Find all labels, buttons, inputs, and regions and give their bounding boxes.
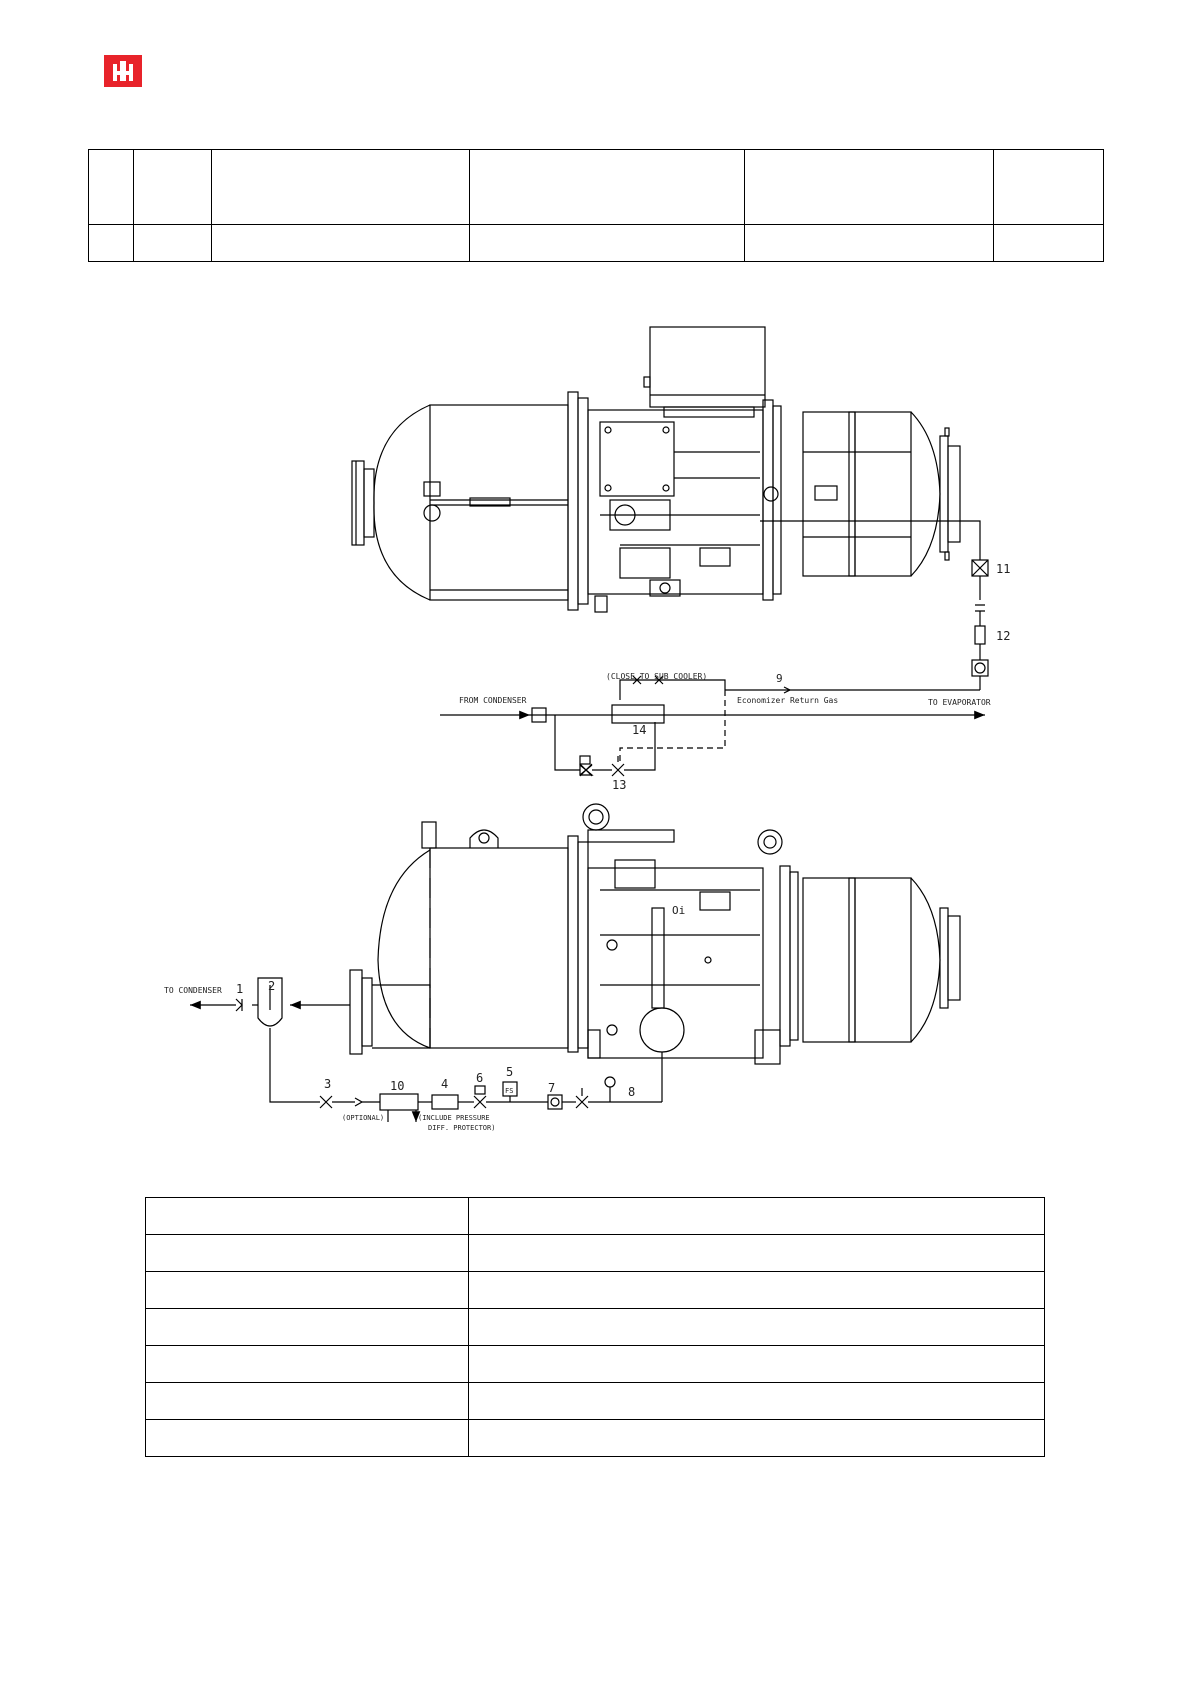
- diff-protector-label: DIFF. PROTECTOR): [428, 1124, 496, 1132]
- table-row: [146, 1420, 1045, 1457]
- table-row: [146, 1272, 1045, 1309]
- legend-cell: [146, 1346, 469, 1383]
- legend-cell: [468, 1346, 1044, 1383]
- top-labels: [459, 562, 1010, 792]
- item-5-label: 5: [506, 1065, 514, 1079]
- table-row: [146, 1383, 1045, 1420]
- table-row: [146, 1309, 1045, 1346]
- bottom-labels: [164, 904, 685, 1132]
- legend-cell: [146, 1272, 469, 1309]
- item-12-label: 12: [996, 629, 1011, 643]
- item-4-label: 4: [441, 1077, 449, 1091]
- close-to-sub-cooler-label: (CLOSE TO SUB COOLER): [606, 672, 708, 681]
- item-9-label: 9: [776, 672, 783, 685]
- item-1-label: 1: [236, 982, 244, 996]
- legend-cell: [146, 1309, 469, 1346]
- legend-cell: [468, 1309, 1044, 1346]
- bottom-piping: [190, 978, 662, 1122]
- legend-table: [145, 1197, 1045, 1457]
- legend-cell: [146, 1383, 469, 1420]
- top-piping: [440, 521, 988, 776]
- to-condenser-label: TO CONDENSER: [164, 986, 222, 995]
- item-8-label: 8: [628, 1085, 636, 1099]
- optional-label: (OPTIONAL): [342, 1114, 385, 1122]
- oil-mark-label: Oi: [672, 904, 686, 917]
- compressor-side-view: [350, 804, 960, 1064]
- legend-cell: [468, 1383, 1044, 1420]
- item-2-label: 2: [268, 979, 276, 993]
- legend-cell: [468, 1198, 1044, 1235]
- flow-switch-label: FS: [505, 1087, 514, 1095]
- economizer-return-gas-label: Economizer Return Gas: [737, 696, 839, 705]
- include-pressure-label: (INCLUDE PRESSURE: [418, 1114, 490, 1122]
- item-14-label: 14: [632, 723, 647, 737]
- legend-cell: [468, 1272, 1044, 1309]
- legend-cell: [468, 1235, 1044, 1272]
- table-row: [146, 1198, 1045, 1235]
- item-6-label: 6: [476, 1071, 484, 1085]
- table-row: [146, 1346, 1045, 1383]
- from-condenser-label: FROM CONDENSER: [459, 696, 527, 705]
- legend-cell: [146, 1420, 469, 1457]
- compressor-top-view: [352, 327, 960, 612]
- item-13-label: 13: [612, 778, 627, 792]
- table-row: [146, 1235, 1045, 1272]
- item-10-label: 10: [390, 1079, 405, 1093]
- item-3-label: 3: [324, 1077, 332, 1091]
- legend-cell: [146, 1198, 469, 1235]
- item-11-label: 11: [996, 562, 1011, 576]
- legend-cell: [146, 1235, 469, 1272]
- to-evaporator-label: TO EVAPORATOR: [928, 698, 991, 707]
- item-7-label: 7: [548, 1081, 556, 1095]
- legend-cell: [468, 1420, 1044, 1457]
